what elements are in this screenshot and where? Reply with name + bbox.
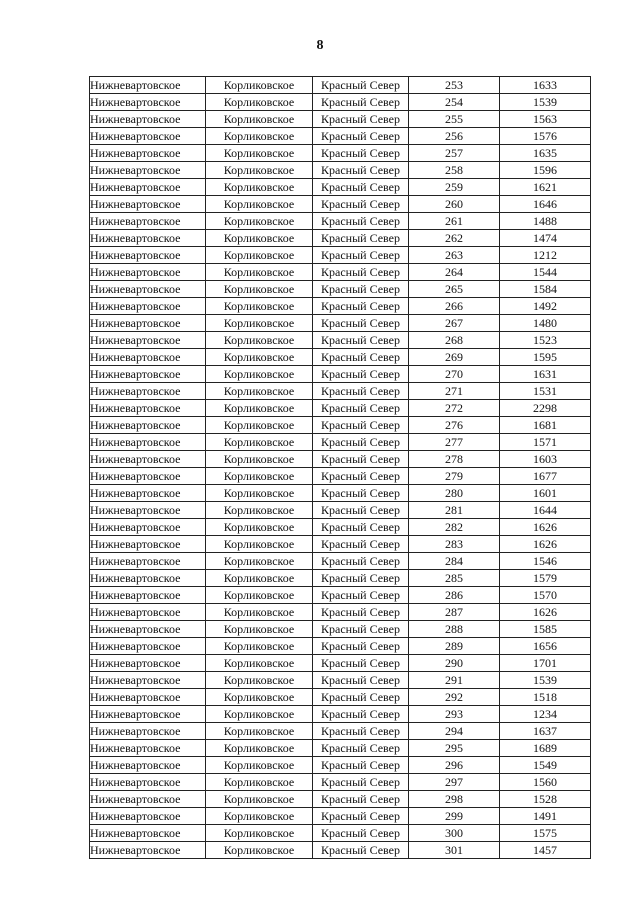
table-row [90, 349, 591, 366]
license-area-cell: Красный Север [313, 757, 409, 774]
depth-cell: 2298 [500, 400, 591, 417]
license-area-cell: Красный Север [313, 196, 409, 213]
table-row [90, 485, 591, 502]
depth-cell: 1539 [500, 672, 591, 689]
license-area-cell: Красный Север [313, 570, 409, 587]
well-number-cell: 298 [409, 791, 500, 808]
well-number-cell: 290 [409, 655, 500, 672]
license-area-cell: Красный Север [313, 77, 409, 94]
field-cell: Корликовское [206, 315, 313, 332]
table-row [90, 587, 591, 604]
district-cell: Нижневартовское [90, 791, 206, 808]
table-row [90, 451, 591, 468]
table-row [90, 77, 591, 94]
license-area-cell: Красный Север [313, 587, 409, 604]
field-cell: Корликовское [206, 264, 313, 281]
license-area-cell: Красный Север [313, 723, 409, 740]
field-cell: Корликовское [206, 111, 313, 128]
license-area-cell: Красный Север [313, 179, 409, 196]
license-area-cell: Красный Север [313, 689, 409, 706]
license-area-cell: Красный Север [313, 230, 409, 247]
table-row [90, 145, 591, 162]
license-area-cell: Красный Север [313, 706, 409, 723]
district-cell: Нижневартовское [90, 179, 206, 196]
field-cell: Корликовское [206, 247, 313, 264]
table-row [90, 417, 591, 434]
field-cell: Корликовское [206, 383, 313, 400]
depth-cell: 1579 [500, 570, 591, 587]
well-number-cell: 263 [409, 247, 500, 264]
district-cell: Нижневартовское [90, 281, 206, 298]
well-number-cell: 271 [409, 383, 500, 400]
well-number-cell: 289 [409, 638, 500, 655]
well-number-cell: 280 [409, 485, 500, 502]
license-area-cell: Красный Север [313, 740, 409, 757]
depth-cell: 1644 [500, 502, 591, 519]
well-number-cell: 276 [409, 417, 500, 434]
field-cell: Корликовское [206, 213, 313, 230]
table-row [90, 383, 591, 400]
well-number-cell: 277 [409, 434, 500, 451]
district-cell: Нижневартовское [90, 519, 206, 536]
license-area-cell: Красный Север [313, 145, 409, 162]
depth-cell: 1570 [500, 587, 591, 604]
district-cell: Нижневартовское [90, 247, 206, 264]
license-area-cell: Красный Север [313, 400, 409, 417]
well-number-cell: 301 [409, 842, 500, 859]
depth-cell: 1701 [500, 655, 591, 672]
well-number-cell: 255 [409, 111, 500, 128]
well-number-cell: 260 [409, 196, 500, 213]
district-cell: Нижневартовское [90, 332, 206, 349]
district-cell: Нижневартовское [90, 672, 206, 689]
depth-cell: 1563 [500, 111, 591, 128]
field-cell: Корликовское [206, 485, 313, 502]
license-area-cell: Красный Север [313, 111, 409, 128]
depth-cell: 1601 [500, 485, 591, 502]
table-row [90, 638, 591, 655]
depth-cell: 1585 [500, 621, 591, 638]
table-row [90, 111, 591, 128]
license-area-cell: Красный Север [313, 825, 409, 842]
depth-cell: 1681 [500, 417, 591, 434]
field-cell: Корликовское [206, 740, 313, 757]
depth-cell: 1677 [500, 468, 591, 485]
table-row [90, 315, 591, 332]
district-cell: Нижневартовское [90, 587, 206, 604]
table-row [90, 247, 591, 264]
license-area-cell: Красный Север [313, 247, 409, 264]
district-cell: Нижневартовское [90, 451, 206, 468]
district-cell: Нижневартовское [90, 502, 206, 519]
field-cell: Корликовское [206, 196, 313, 213]
license-area-cell: Красный Север [313, 655, 409, 672]
depth-cell: 1626 [500, 536, 591, 553]
depth-cell: 1626 [500, 519, 591, 536]
field-cell: Корликовское [206, 587, 313, 604]
well-number-cell: 266 [409, 298, 500, 315]
district-cell: Нижневартовское [90, 417, 206, 434]
table-row [90, 196, 591, 213]
well-number-cell: 292 [409, 689, 500, 706]
district-cell: Нижневартовское [90, 400, 206, 417]
table-row [90, 553, 591, 570]
depth-cell: 1560 [500, 774, 591, 791]
district-cell: Нижневартовское [90, 570, 206, 587]
field-cell: Корликовское [206, 77, 313, 94]
district-cell: Нижневартовское [90, 757, 206, 774]
license-area-cell: Красный Север [313, 349, 409, 366]
field-cell: Корликовское [206, 502, 313, 519]
well-number-cell: 264 [409, 264, 500, 281]
license-area-cell: Красный Север [313, 791, 409, 808]
field-cell: Корликовское [206, 281, 313, 298]
district-cell: Нижневартовское [90, 94, 206, 111]
license-area-cell: Красный Север [313, 281, 409, 298]
license-area-cell: Красный Север [313, 519, 409, 536]
license-area-cell: Красный Север [313, 434, 409, 451]
license-area-cell: Красный Север [313, 264, 409, 281]
depth-cell: 1635 [500, 145, 591, 162]
license-area-cell: Красный Север [313, 553, 409, 570]
depth-cell: 1492 [500, 298, 591, 315]
well-number-cell: 293 [409, 706, 500, 723]
well-number-cell: 254 [409, 94, 500, 111]
license-area-cell: Красный Север [313, 468, 409, 485]
field-cell: Корликовское [206, 179, 313, 196]
district-cell: Нижневартовское [90, 774, 206, 791]
district-cell: Нижневартовское [90, 604, 206, 621]
table-row [90, 264, 591, 281]
table-row [90, 825, 591, 842]
well-number-cell: 259 [409, 179, 500, 196]
well-number-cell: 285 [409, 570, 500, 587]
table-row [90, 366, 591, 383]
district-cell: Нижневартовское [90, 298, 206, 315]
district-cell: Нижневартовское [90, 111, 206, 128]
depth-cell: 1531 [500, 383, 591, 400]
district-cell: Нижневартовское [90, 213, 206, 230]
license-area-cell: Красный Север [313, 298, 409, 315]
district-cell: Нижневартовское [90, 706, 206, 723]
district-cell: Нижневартовское [90, 264, 206, 281]
license-area-cell: Красный Север [313, 366, 409, 383]
depth-cell: 1656 [500, 638, 591, 655]
table-row [90, 519, 591, 536]
well-number-cell: 286 [409, 587, 500, 604]
table-row [90, 502, 591, 519]
field-cell: Корликовское [206, 672, 313, 689]
well-number-cell: 300 [409, 825, 500, 842]
well-number-cell: 294 [409, 723, 500, 740]
district-cell: Нижневартовское [90, 689, 206, 706]
license-area-cell: Красный Север [313, 128, 409, 145]
license-area-cell: Красный Север [313, 383, 409, 400]
table-row [90, 281, 591, 298]
depth-cell: 1491 [500, 808, 591, 825]
table-row [90, 604, 591, 621]
district-cell: Нижневартовское [90, 536, 206, 553]
license-area-cell: Красный Север [313, 213, 409, 230]
table-row [90, 842, 591, 859]
field-cell: Корликовское [206, 825, 313, 842]
depth-cell: 1480 [500, 315, 591, 332]
district-cell: Нижневартовское [90, 485, 206, 502]
license-area-cell: Красный Север [313, 332, 409, 349]
well-number-cell: 295 [409, 740, 500, 757]
well-number-cell: 291 [409, 672, 500, 689]
well-number-cell: 258 [409, 162, 500, 179]
district-cell: Нижневартовское [90, 230, 206, 247]
district-cell: Нижневартовское [90, 553, 206, 570]
depth-cell: 1626 [500, 604, 591, 621]
district-cell: Нижневартовское [90, 162, 206, 179]
field-cell: Корликовское [206, 638, 313, 655]
depth-cell: 1621 [500, 179, 591, 196]
district-cell: Нижневартовское [90, 434, 206, 451]
field-cell: Корликовское [206, 230, 313, 247]
district-cell: Нижневартовское [90, 723, 206, 740]
well-number-cell: 256 [409, 128, 500, 145]
field-cell: Корликовское [206, 128, 313, 145]
depth-cell: 1212 [500, 247, 591, 264]
license-area-cell: Красный Север [313, 808, 409, 825]
well-number-cell: 262 [409, 230, 500, 247]
table-row [90, 94, 591, 111]
data-table [89, 76, 591, 859]
field-cell: Корликовское [206, 536, 313, 553]
license-area-cell: Красный Север [313, 604, 409, 621]
field-cell: Корликовское [206, 366, 313, 383]
well-number-cell: 279 [409, 468, 500, 485]
field-cell: Корликовское [206, 723, 313, 740]
well-number-cell: 268 [409, 332, 500, 349]
table-row [90, 162, 591, 179]
depth-cell: 1544 [500, 264, 591, 281]
field-cell: Корликовское [206, 706, 313, 723]
field-cell: Корликовское [206, 655, 313, 672]
license-area-cell: Красный Север [313, 672, 409, 689]
license-area-cell: Красный Север [313, 842, 409, 859]
depth-cell: 1595 [500, 349, 591, 366]
district-cell: Нижневартовское [90, 145, 206, 162]
field-cell: Корликовское [206, 400, 313, 417]
table-row [90, 655, 591, 672]
field-cell: Корликовское [206, 774, 313, 791]
field-cell: Корликовское [206, 553, 313, 570]
page-number: 8 [316, 38, 324, 53]
license-area-cell: Красный Север [313, 417, 409, 434]
table-row [90, 213, 591, 230]
table-row [90, 740, 591, 757]
district-cell: Нижневартовское [90, 128, 206, 145]
license-area-cell: Красный Север [313, 502, 409, 519]
depth-cell: 1539 [500, 94, 591, 111]
district-cell: Нижневартовское [90, 740, 206, 757]
depth-cell: 1549 [500, 757, 591, 774]
depth-cell: 1633 [500, 77, 591, 94]
table-row [90, 706, 591, 723]
field-cell: Корликовское [206, 604, 313, 621]
table-row [90, 808, 591, 825]
license-area-cell: Красный Север [313, 315, 409, 332]
field-cell: Корликовское [206, 451, 313, 468]
field-cell: Корликовское [206, 757, 313, 774]
district-cell: Нижневартовское [90, 825, 206, 842]
field-cell: Корликовское [206, 570, 313, 587]
table-row [90, 400, 591, 417]
field-cell: Корликовское [206, 808, 313, 825]
field-cell: Корликовское [206, 349, 313, 366]
depth-cell: 1584 [500, 281, 591, 298]
field-cell: Корликовское [206, 94, 313, 111]
district-cell: Нижневартовское [90, 638, 206, 655]
well-number-cell: 296 [409, 757, 500, 774]
table-row [90, 179, 591, 196]
well-number-cell: 283 [409, 536, 500, 553]
license-area-cell: Красный Север [313, 774, 409, 791]
table-row [90, 774, 591, 791]
district-cell: Нижневартовское [90, 842, 206, 859]
field-cell: Корликовское [206, 145, 313, 162]
depth-cell: 1488 [500, 213, 591, 230]
field-cell: Корликовское [206, 162, 313, 179]
license-area-cell: Красный Север [313, 162, 409, 179]
field-cell: Корликовское [206, 298, 313, 315]
district-cell: Нижневартовское [90, 621, 206, 638]
well-number-cell: 270 [409, 366, 500, 383]
district-cell: Нижневартовское [90, 383, 206, 400]
well-number-cell: 253 [409, 77, 500, 94]
field-cell: Корликовское [206, 842, 313, 859]
depth-cell: 1637 [500, 723, 591, 740]
well-number-cell: 299 [409, 808, 500, 825]
depth-cell: 1603 [500, 451, 591, 468]
district-cell: Нижневартовское [90, 315, 206, 332]
table-row [90, 230, 591, 247]
depth-cell: 1523 [500, 332, 591, 349]
well-number-cell: 272 [409, 400, 500, 417]
well-number-cell: 281 [409, 502, 500, 519]
table-row [90, 332, 591, 349]
well-number-cell: 265 [409, 281, 500, 298]
depth-cell: 1474 [500, 230, 591, 247]
depth-cell: 1631 [500, 366, 591, 383]
table-row [90, 536, 591, 553]
table-row [90, 128, 591, 145]
field-cell: Корликовское [206, 689, 313, 706]
table-row [90, 791, 591, 808]
depth-cell: 1646 [500, 196, 591, 213]
well-number-cell: 261 [409, 213, 500, 230]
well-number-cell: 278 [409, 451, 500, 468]
depth-cell: 1571 [500, 434, 591, 451]
district-cell: Нижневартовское [90, 468, 206, 485]
license-area-cell: Красный Север [313, 485, 409, 502]
table-row [90, 723, 591, 740]
table-body [90, 77, 591, 859]
license-area-cell: Красный Север [313, 638, 409, 655]
district-cell: Нижневартовское [90, 655, 206, 672]
table-row [90, 298, 591, 315]
well-number-cell: 284 [409, 553, 500, 570]
license-area-cell: Красный Север [313, 451, 409, 468]
table-row [90, 689, 591, 706]
depth-cell: 1576 [500, 128, 591, 145]
depth-cell: 1546 [500, 553, 591, 570]
district-cell: Нижневартовское [90, 366, 206, 383]
well-number-cell: 267 [409, 315, 500, 332]
well-number-cell: 288 [409, 621, 500, 638]
well-number-cell: 282 [409, 519, 500, 536]
well-number-cell: 297 [409, 774, 500, 791]
table-row [90, 468, 591, 485]
district-cell: Нижневартовское [90, 349, 206, 366]
well-number-cell: 287 [409, 604, 500, 621]
depth-cell: 1596 [500, 162, 591, 179]
district-cell: Нижневартовское [90, 196, 206, 213]
table-row [90, 672, 591, 689]
license-area-cell: Красный Север [313, 94, 409, 111]
field-cell: Корликовское [206, 791, 313, 808]
depth-cell: 1518 [500, 689, 591, 706]
table-row [90, 757, 591, 774]
depth-cell: 1234 [500, 706, 591, 723]
field-cell: Корликовское [206, 621, 313, 638]
field-cell: Корликовское [206, 332, 313, 349]
field-cell: Корликовское [206, 519, 313, 536]
license-area-cell: Красный Север [313, 621, 409, 638]
field-cell: Корликовское [206, 417, 313, 434]
table-row [90, 621, 591, 638]
table-row [90, 434, 591, 451]
district-cell: Нижневартовское [90, 77, 206, 94]
well-number-cell: 269 [409, 349, 500, 366]
table-row [90, 570, 591, 587]
depth-cell: 1457 [500, 842, 591, 859]
district-cell: Нижневартовское [90, 808, 206, 825]
depth-cell: 1575 [500, 825, 591, 842]
field-cell: Корликовское [206, 434, 313, 451]
depth-cell: 1689 [500, 740, 591, 757]
field-cell: Корликовское [206, 468, 313, 485]
well-number-cell: 257 [409, 145, 500, 162]
license-area-cell: Красный Север [313, 536, 409, 553]
depth-cell: 1528 [500, 791, 591, 808]
